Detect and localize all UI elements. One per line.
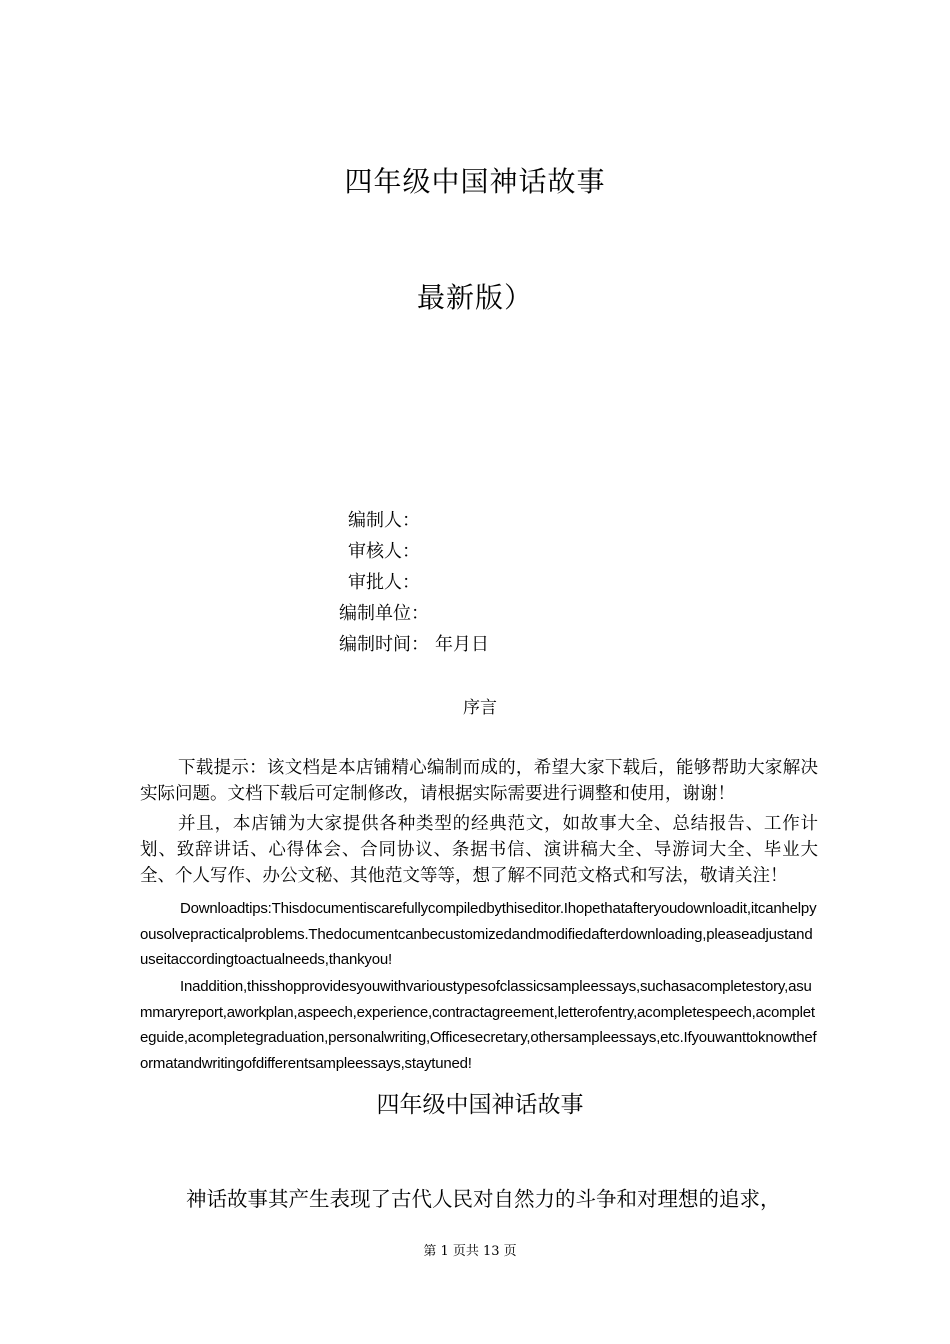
editor-label: 编制人： — [348, 510, 420, 531]
compile-time-label: 编制时间： — [339, 634, 429, 655]
preface-paragraph-sample-types-en: Inaddition,thisshopprovidesyouwithvarioustypesofclassicsampleessays,suchasacompletestory,asummaryreport,aworkplan,aspeech,experience,contractagreement,letterofentry,acompletespeech,acompleteguide,acompletegraduation,personalwriting,Officesecretary,othersampleessays,etc.Ifyouwanttoknowtheformatandwritingofdifferentsampleessays,staytuned! — [140, 978, 817, 1072]
body-first-line: 神话故事其产生表现了古代人民对自然力的斗争和对理想的追求， — [186, 1187, 781, 1211]
unit-label: 编制单位： — [339, 603, 429, 624]
page-footer: 第 1 页共 13 页 — [423, 1244, 517, 1259]
document-title: 四年级中国神话故事 — [344, 165, 606, 198]
reviewer-label: 审核人： — [348, 541, 420, 562]
approver-label: 审批人： — [348, 572, 420, 593]
preface-heading: 序言 — [463, 698, 497, 718]
preface-paragraph-sample-types: 并且，本店铺为大家提供各种类型的经典范文，如故事大全、总结报告、工作计划、致辞讲话、心得体会、合同协议、条据书信、演讲稿大全、导游词大全、毕业大全、个人写作、办公文秘、其他范文等等，想了解不同范文格式和写法，敬请关注！ — [140, 814, 818, 886]
compile-time-value: 年月日 — [435, 634, 489, 655]
preface-paragraph-download-tip-en: Downloadtips:Thisdocumentiscarefullycompiledbythiseditor.Ihopethatafteryoudownloadit,itcanhelpyousolvepracticalproblems.Thedocumentcanbecustomizedandmodifiedafterdownloading,pleaseadjustanduseitaccordingtoactualneeds,thankyou! — [140, 900, 817, 968]
compile-time-line — [339, 630, 489, 656]
preface-paragraph-download-tip: 下载提示：该文档是本店铺精心编制而成的，希望大家下载后，能够帮助大家解决实际问题。文档下载后可定制修改，请根据实际需要进行调整和使用，谢谢！ — [140, 758, 818, 804]
document-subtitle: 最新版） — [416, 281, 533, 314]
section-title: 四年级中国神话故事 — [376, 1092, 584, 1118]
